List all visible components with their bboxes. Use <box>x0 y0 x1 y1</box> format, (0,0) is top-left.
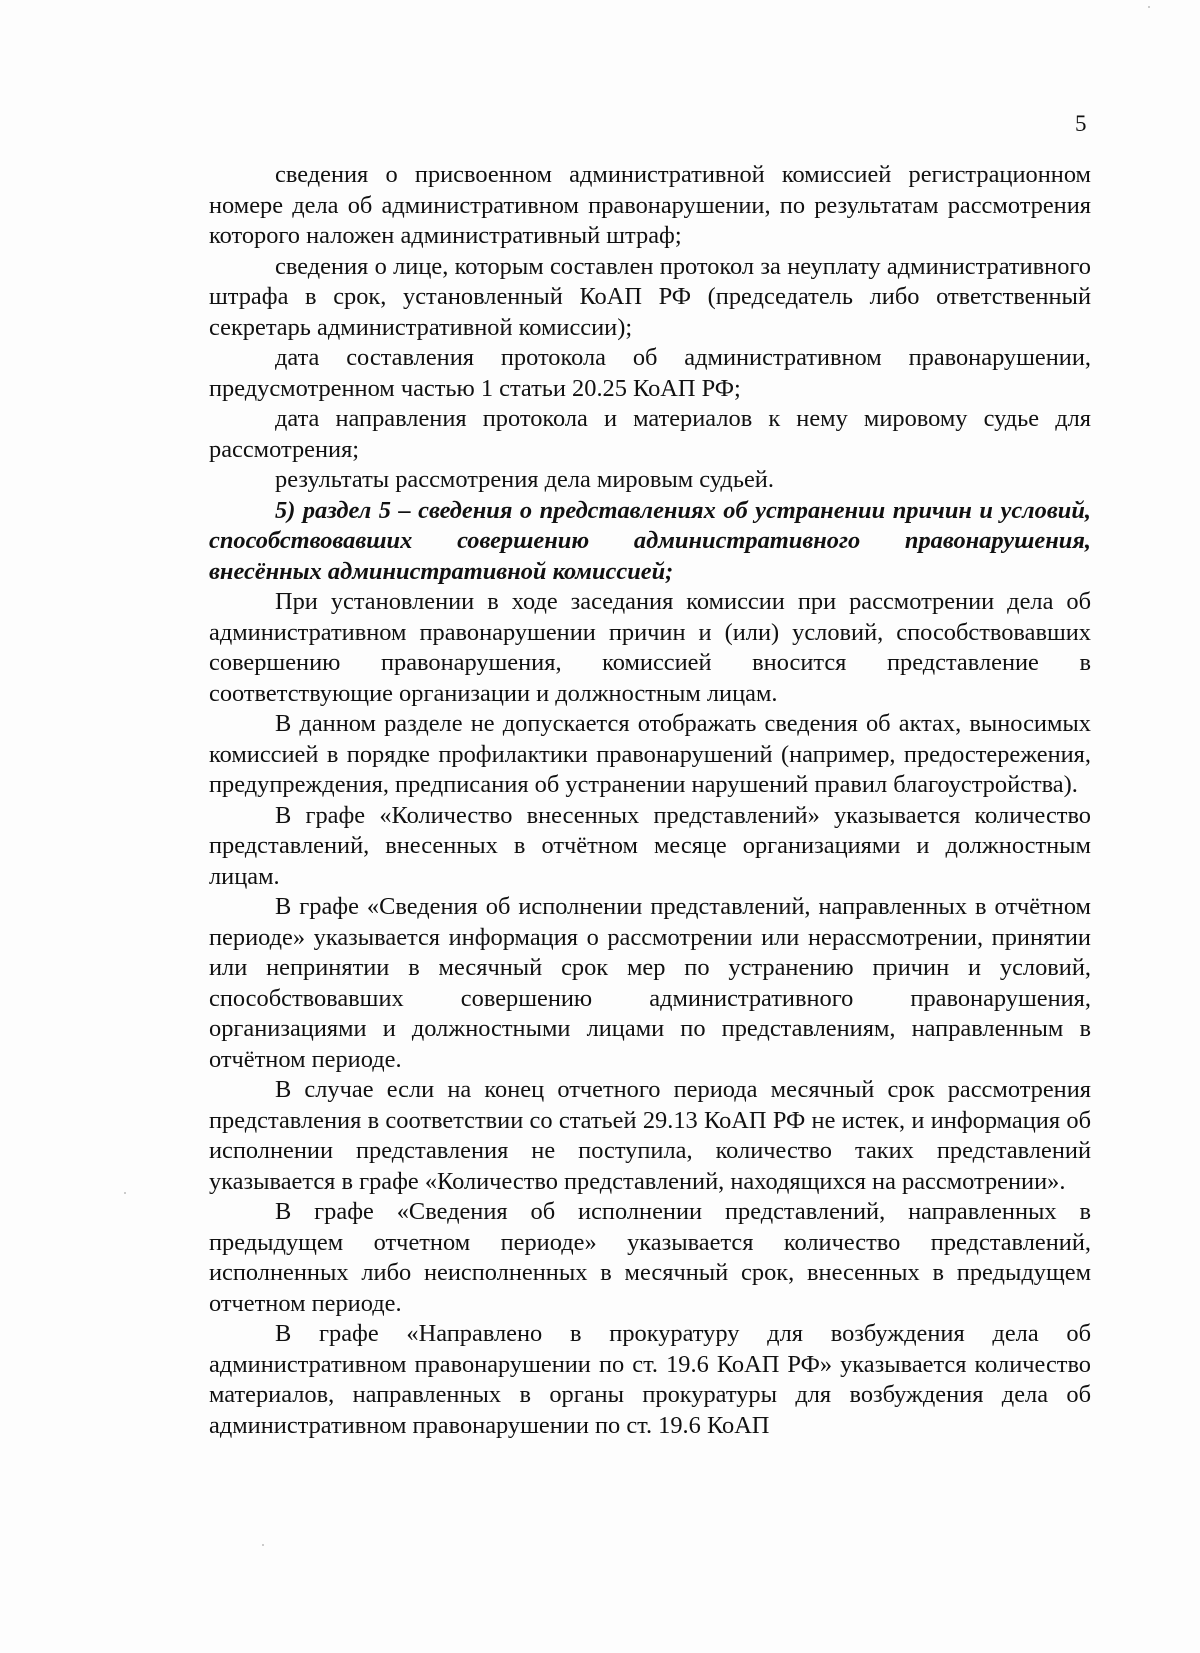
scan-speck <box>262 1544 264 1546</box>
page-number: 5 <box>1075 111 1087 136</box>
paragraph-count-issued: В графе «Количество внесенных представлений» указывается количество представлений, внесенных в отчётном месяце организациями и должностным лицам. <box>209 801 1091 890</box>
paragraph-execution-current-period: В графе «Сведения об исполнении представлений, направленных в отчётном периоде» указывается информация о рассмотрении или нерассмотрении, принятии или непринятии в месячный срок мер по устранению причин и условий, способствовавших совершению административного правонарушения, организациями и должностными лицами по представлениям, направленным в отчётном периоде. <box>209 893 1091 1073</box>
scan-speck <box>1148 6 1150 8</box>
paragraph-representation-issued: При установлении в ходе заседания комиссии при рассмотрении дела об административном правонарушении причин и (или) условий, способствовавших совершению правонарушения, комиссией вносится представление в соответствующие организации и должностным лицам. <box>209 588 1091 707</box>
document-body <box>209 160 1091 1441</box>
paragraph-referral-date: дата направления протокола и материалов к нему мировому судье для рассмотрения; <box>209 405 1091 463</box>
paragraph-pending-review: В случае если на конец отчетного периода месячный срок рассмотрения представления в соответствии со статьей 29.13 КоАП РФ не истек, и информация об исполнении представления не поступила, количество таких представлений указывается в графе «Количество представлений, находящихся на рассмотрении». <box>209 1076 1091 1195</box>
paragraph-protocol-author: сведения о лице, которым составлен протокол за неуплату административного штрафа в срок, установленный КоАП РФ (председатель либо ответственный секретарь административной комиссии); <box>209 252 1091 341</box>
paragraph-review-results: результаты рассмотрения дела мировым судьей. <box>275 466 774 493</box>
paragraph-prohibited-data: В данном разделе не допускается отображать сведения об актах, выносимых комиссией в порядке профилактики правонарушений (например, предостережения, предупреждения, предписания об устранении нарушений правил благоустройства). <box>209 710 1091 798</box>
paragraph-registration-number: сведения о присвоенном административной комиссией регистрационном номере дела об административном правонарушении, по результатам рассмотрения которого наложен административный штраф; <box>209 161 1091 249</box>
paragraph-prosecutor-referral: В графе «Направлено в прокуратуру для возбуждения дела об административном правонарушении по ст. 19.6 КоАП РФ» указывается количество материалов, направленных в органы прокуратуры для возбуждения дела об административном правонарушении по ст. 19.6 КоАП <box>209 1320 1091 1439</box>
paragraph-protocol-date: дата составления протокола об административном правонарушении, предусмотренном частью 1 статьи 20.25 КоАП РФ; <box>209 344 1091 402</box>
scan-speck <box>124 1192 126 1194</box>
paragraph-execution-previous-period: В графе «Сведения об исполнении представлений, направленных в предыдущем отчетном периоде» указывается количество представлений, исполненных либо неисполненных в месячный срок, внесенных в предыдущем отчетном периоде. <box>209 1198 1091 1317</box>
section-5-heading: 5) раздел 5 – сведения о представлениях об устранении причин и условий, способствовавших совершению административного правонарушения, внесённых административной комиссией; <box>209 496 1091 585</box>
